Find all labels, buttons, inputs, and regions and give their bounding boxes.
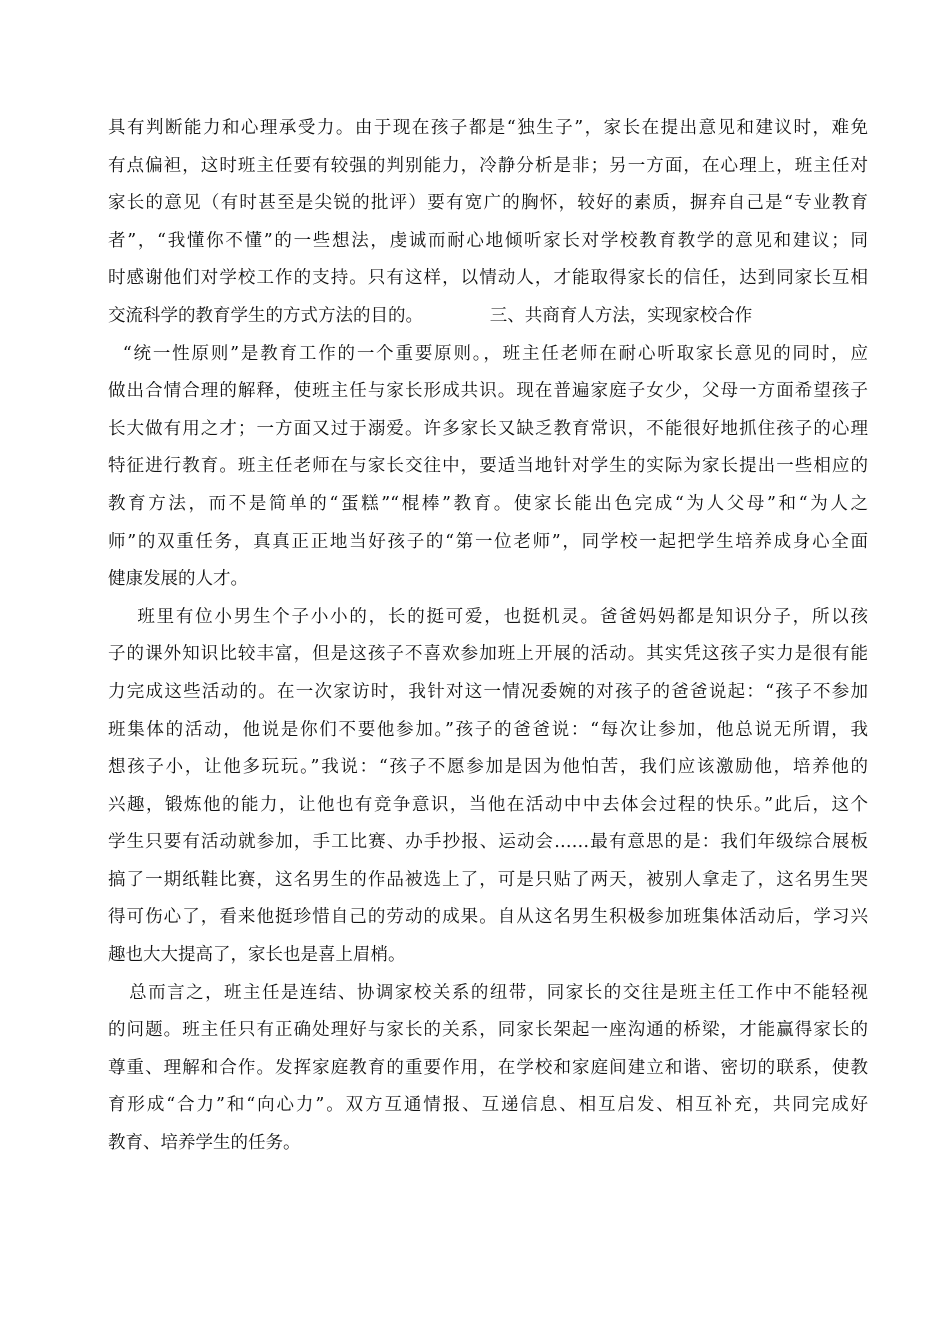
- text-line: 的问题。班主任只有正确处理好与家长的关系，同家长架起一座沟通的桥梁，才能赢得家长的: [108, 1020, 868, 1041]
- document-body: [108, 110, 868, 1163]
- text-line: 总而言之，班主任是连结、协调家校关系的纽带，同家长的交往是班主任工作中不能轻视: [108, 982, 868, 1003]
- text-line: 班集体的活动，他说是你们不要他参加。”孩子的爸爸说：“每次让参加，他总说无所谓，我: [108, 719, 868, 740]
- text-line: 特征进行教育。班主任老师在与家长交往中，要适当地针对学生的实际为家长提出一些相应的: [108, 456, 868, 477]
- paragraph: [108, 599, 868, 975]
- paragraph: [108, 336, 868, 599]
- text-line: 兴趣，锻炼他的能力，让他也有竞争意识，当他在活动中中去体会过程的快乐。”此后，这个: [108, 794, 868, 815]
- paragraph: [108, 110, 868, 336]
- text-line: 得可伤心了，看来他挺珍惜自己的劳动的成果。自从这名男生积极参加班集体活动后，学习兴: [108, 907, 868, 928]
- text-line: 学生只要有活动就参加，手工比赛、办手抄报、运动会……最有意思的是：我们年级综合展板: [108, 832, 868, 853]
- text-line: 子的课外知识比较丰富，但是这孩子不喜欢参加班上开展的活动。其实凭这孩子实力是很有能: [108, 644, 868, 665]
- text-line: 有点偏袒，这时班主任要有较强的判别能力，冷静分析是非；另一方面，在心理上，班主任对: [108, 155, 868, 176]
- text-line: 教育、培养学生的任务。: [108, 1133, 301, 1154]
- text-line: 尊重、理解和合作。发挥家庭教育的重要作用，在学校和家庭间建立和谐、密切的联系，使教: [108, 1057, 868, 1078]
- text-line: 时感谢他们对学校工作的支持。只有这样，以情动人，才能取得家长的信任，达到同家长互相: [108, 268, 868, 289]
- text-line: 育形成“合力”和“向心力”。双方互通情报、互递信息、相互启发、相互补充，共同完成好: [108, 1095, 868, 1116]
- text-line: 师”的双重任务，真真正正地当好孩子的“第一位老师”，同学校一起把学生培养成身心全面: [108, 531, 868, 552]
- text-line: 班里有位小男生个子小小的，长的挺可爱，也挺机灵。爸爸妈妈都是知识分子，所以孩: [108, 606, 868, 627]
- paragraph: [108, 975, 868, 1163]
- text-line: 健康发展的人才。: [108, 569, 248, 590]
- text-line: 家长的意见（有时甚至是尖锐的批评）要有宽广的胸怀，较好的素质，摒弃自己是“专业教育: [108, 193, 868, 214]
- text-line: 力完成这些活动的。在一次家访时，我针对这一情况委婉的对孩子的爸爸说起：“孩子不参加: [108, 681, 868, 702]
- text-line: 教育方法，而不是简单的“蛋糕”“棍棒”教育。使家长能出色完成“为人父母”和“为人之: [108, 493, 868, 514]
- text-line: 具有判断能力和心理承受力。由于现在孩子都是“独生子”，家长在提出意见和建议时，难免: [108, 118, 868, 138]
- text-line: 做出合情合理的解释，使班主任与家长形成共识。现在普遍家庭子女少，父母一方面希望孩子: [108, 381, 868, 402]
- text-line: 搞了一期纸鞋比赛，这名男生的作品被选上了，可是只贴了两天，被别人拿走了，这名男生哭: [108, 869, 868, 890]
- text-line: 长大做有用之才；一方面又过于溺爱。许多家长又缺乏教育常识，不能很好地抓住孩子的心理: [108, 418, 868, 439]
- text-line: 趣也大大提高了，家长也是喜上眉梢。: [108, 945, 406, 966]
- text-line: “统一性原则”是教育工作的一个重要原则。，班主任老师在耐心听取家长意见的同时，应: [108, 343, 868, 364]
- text-line: 想孩子小，让他多玩玩。”我说：“孩子不愿参加是因为他怕苦，我们应该激励他，培养他的: [108, 757, 868, 778]
- text-line: 交流科学的教育学生的方式方法的目的。 三、共商育人方法，实现家校合作: [108, 305, 753, 326]
- text-line: 者”，“我懂你不懂”的一些想法，虔诚而耐心地倾听家长对学校教育教学的意见和建议；同: [108, 230, 868, 251]
